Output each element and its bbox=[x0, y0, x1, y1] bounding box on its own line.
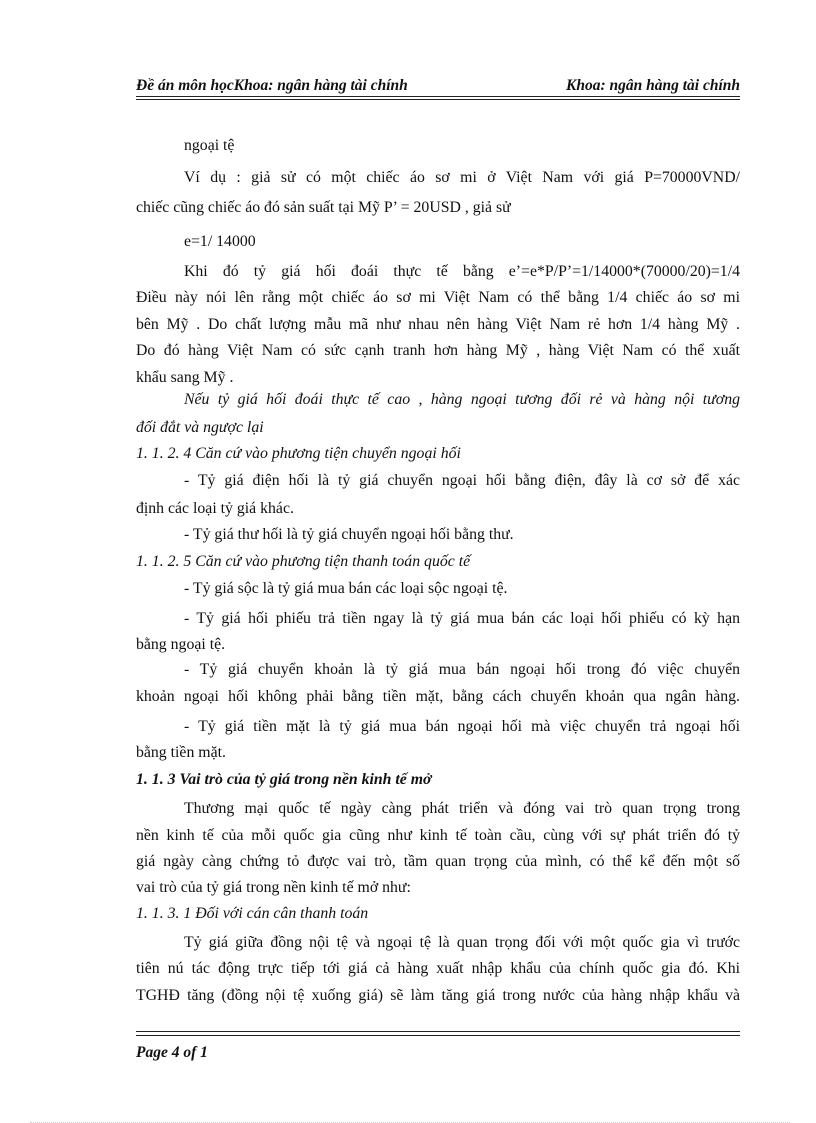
text-line: Điều này nói lên rằng một chiếc áo sơ mi Việt Nam có thể bằng 1/4 chiếc áo sơ mi bbox=[136, 289, 740, 306]
text-line: - Tỷ giá chuyển khoản là tỷ giá mua bán ngoại hối trong đó việc chuyển bbox=[184, 661, 740, 678]
text-line: khoản ngoại hối không phải bằng tiền mặt, bằng cách chuyển khoản qua ngân hàng. bbox=[136, 688, 740, 705]
text-line: khẩu sang Mỹ . bbox=[136, 369, 234, 386]
text-line: Ví dụ : giả sử có một chiếc áo sơ mi ở Việt Nam với giá P=70000VND/ bbox=[184, 169, 740, 186]
italic-line: Nếu tỷ giá hối đoái thực tế cao , hàng ngoại tương đối rẻ và hàng nội tương bbox=[184, 391, 740, 408]
text-line: bên Mỹ . Do chất lượng mẫu mã như nhau nên hàng Việt Nam rẻ hơn 1/4 hàng Mỹ . bbox=[136, 316, 740, 333]
header-rule-bottom bbox=[136, 99, 740, 100]
section-heading-1-1-2-5: 1. 1. 2. 5 Căn cứ vào phương tiện thanh toán quốc tế bbox=[136, 553, 471, 570]
footer-rule-bottom bbox=[136, 1035, 740, 1036]
text-line: định các loại tỷ giá khác. bbox=[136, 500, 294, 517]
text-line: bằng tiền mặt. bbox=[136, 744, 226, 761]
section-heading-1-1-3: 1. 1. 3 Vai trò của tỷ giá trong nền kinh tế mở bbox=[136, 771, 432, 788]
text-line: chiếc cũng chiếc áo đó sản suất tại Mỹ P’ = 20USD , giả sử bbox=[136, 199, 511, 216]
text-line: Tỷ giá giữa đồng nội tệ và ngoại tệ là quan trọng đối với một quốc gia vì trước bbox=[184, 934, 740, 951]
text-line: - Tỷ giá sộc là tỷ giá mua bán các loại sộc ngoại tệ. bbox=[184, 580, 508, 597]
text-line: ngoại tệ bbox=[184, 137, 235, 154]
italic-line: đối đắt và ngược lại bbox=[136, 419, 264, 436]
section-heading-1-1-3-1: 1. 1. 3. 1 Đối với cán cân thanh toán bbox=[136, 905, 369, 922]
header-left-title: Đề án môn họcKhoa: ngân hàng tài chính bbox=[136, 77, 408, 94]
text-line: Khi đó tỷ giá hối đoái thực tế bằng e’=e*P/P’=1/14000*(70000/20)=1/4 bbox=[184, 263, 740, 280]
text-line: TGHĐ tăng (đồng nội tệ xuống giá) sẽ làm tăng giá trong nước của hàng nhập khẩu và bbox=[136, 987, 740, 1004]
page-footer: Page 4 of 1 bbox=[136, 1044, 208, 1061]
text-line: tiên nú tác động trực tiếp tới giá cả hàng xuất nhập khẩu của chính quốc gia đó. Khi bbox=[136, 960, 740, 977]
text-line: - Tỷ giá điện hối là tỷ giá chuyển ngoại hối bằng điện, đây là cơ sở để xác bbox=[184, 472, 740, 489]
section-heading-1-1-2-4: 1. 1. 2. 4 Căn cứ vào phương tiện chuyển ngoại hối bbox=[136, 445, 461, 462]
text-line: vai trò của tỷ giá trong nền kinh tế mở như: bbox=[136, 879, 411, 896]
header-right-title: Khoa: ngân hàng tài chính bbox=[565, 77, 740, 94]
text-line: e=1/ 14000 bbox=[184, 233, 256, 250]
text-line: Do đó hàng Việt Nam có sức cạnh tranh hơn hàng Mỹ , hàng Việt Nam có thể xuất bbox=[136, 342, 740, 359]
text-line: - Tỷ giá hối phiếu trả tiền ngay là tỷ giá mua bán các loại hối phiếu có kỳ hạn bbox=[184, 610, 740, 627]
text-line: giá ngày càng chứng tỏ được vai trò, tầm quan trọng của mình, có thể kể đến một số bbox=[136, 853, 740, 870]
page-header bbox=[136, 74, 740, 98]
text-line: nền kinh tế của mỗi quốc gia cũng như kinh tế toàn cầu, cùng với sự phát triển đó tỷ bbox=[136, 827, 740, 844]
header-rule-top bbox=[136, 96, 740, 97]
text-line: Thương mại quốc tế ngày càng phát triển và đóng vai trò quan trọng trong bbox=[184, 800, 740, 817]
text-line: - Tỷ giá tiền mặt là tỷ giá mua bán ngoại hối mà việc chuyển trả ngoại hối bbox=[184, 718, 740, 735]
text-line: bằng ngoại tệ. bbox=[136, 636, 226, 653]
footer-rule-top bbox=[136, 1031, 740, 1032]
text-line: - Tỷ giá thư hối là tỷ giá chuyển ngoại hối bằng thư. bbox=[184, 526, 514, 543]
